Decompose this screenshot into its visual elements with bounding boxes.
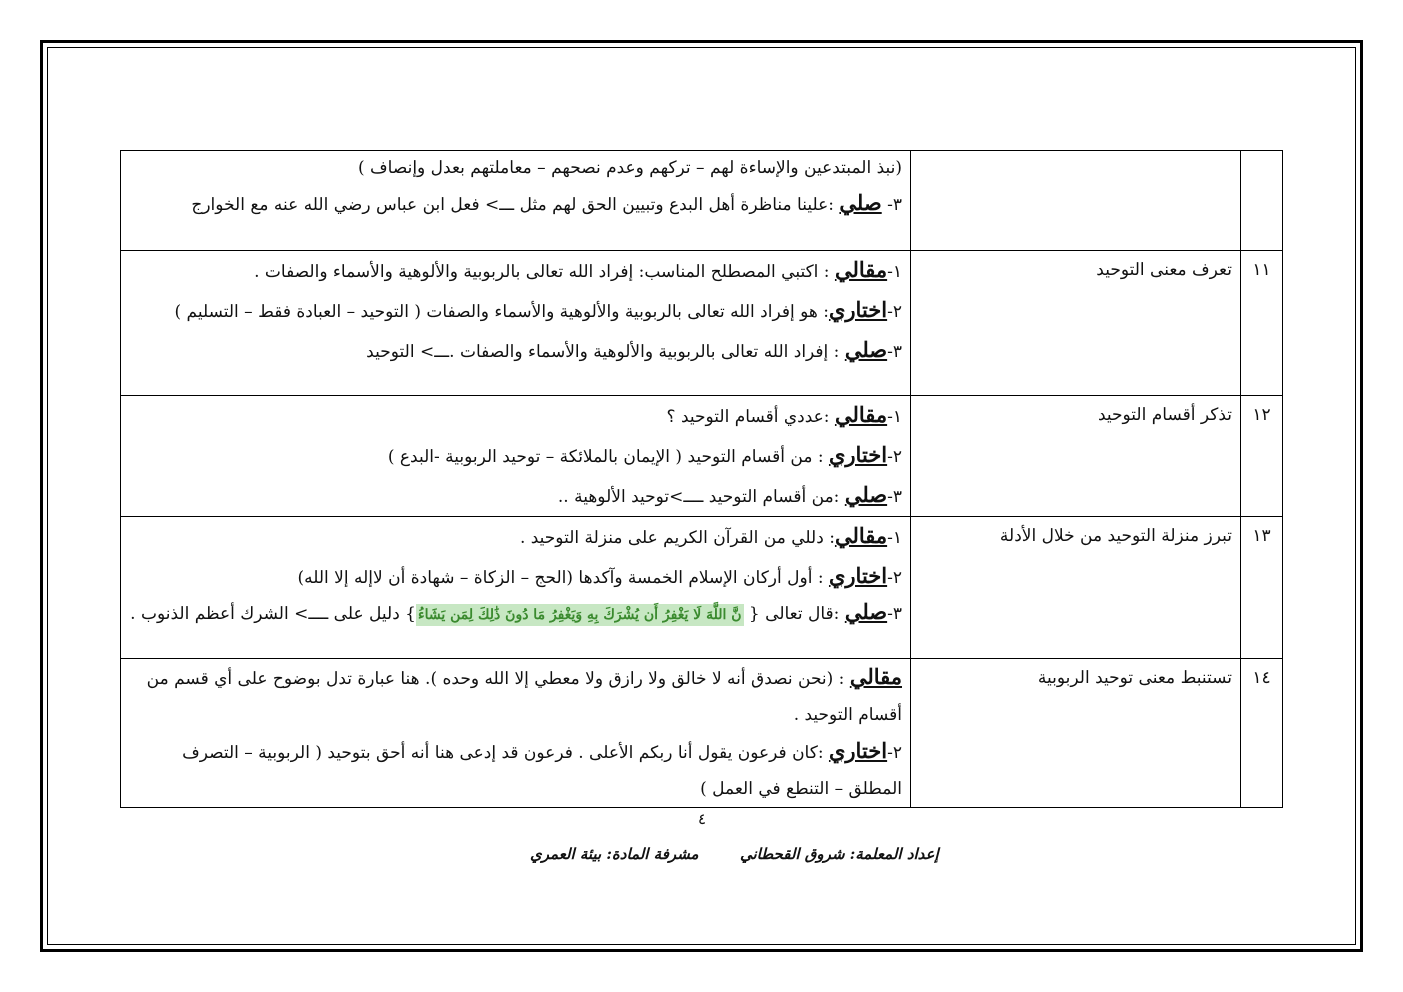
row-number: ١١: [1241, 251, 1283, 396]
assessment-table: [120, 150, 1283, 808]
questions-cell: [121, 659, 911, 808]
question-type-keyword: مقالي: [834, 257, 888, 282]
question-type-keyword: صلي: [844, 482, 888, 507]
question-type-keyword: اختاري: [828, 297, 888, 322]
objective-cell: [911, 151, 1241, 251]
quran-verse: نَّ اللَّهَ لَا يَغْفِرُ أَن يُشْرَكَ بِهِ وَيَغْفِرُ مَا دُونَ ذَٰلِكَ لِمَن يَشَاءُ: [416, 604, 744, 626]
objective-cell: تبرز منزلة التوحيد من خلال الأدلة: [911, 517, 1241, 659]
row-number: [1241, 151, 1283, 251]
questions-cell: [121, 396, 911, 517]
question-line: ٣-صلي : إفراد الله تعالى بالربوبية والألوهية والأسماء والصفات .ـــ> التوحيد: [366, 337, 902, 362]
objective-cell: تستنبط معنى توحيد الربوبية: [911, 659, 1241, 808]
questions-cell: [121, 151, 911, 251]
question-line: ٢-اختاري : أول أركان الإسلام الخمسة وآكدها (الحج – الزكاة – شهادة أن لاإله إلا الله): [297, 563, 902, 588]
question-line: (نبذ المبتدعين والإساءة لهم – تركهم وعدم نصحهم – معاملتهم بعدل وإنصاف ): [358, 158, 902, 178]
questions-cell: [121, 251, 911, 396]
row-number: ١٣: [1241, 517, 1283, 659]
questions-cell: [121, 517, 911, 659]
question-type-keyword: صلي: [839, 190, 882, 215]
question-type-keyword: مقالي: [834, 402, 888, 427]
table-row: [121, 151, 1283, 251]
supervisor-signature: مشرفة المادة: بيئة العمري: [530, 845, 699, 863]
table-row: [121, 659, 1283, 808]
row-number: ١٢: [1241, 396, 1283, 517]
table-row: [121, 396, 1283, 517]
question-line: ١-مقالي :عددي أقسام التوحيد ؟: [666, 402, 902, 427]
question-type-keyword: اختاري: [828, 738, 888, 763]
question-type-keyword: اختاري: [828, 563, 888, 588]
question-type-keyword: اختاري: [828, 442, 888, 467]
question-type-keyword: مقالي: [849, 664, 902, 689]
question-line: ٢-اختاري : من أقسام التوحيد ( الإيمان بالملائكة – توحيد الربوبية -البدع ): [387, 442, 902, 467]
question-line: ١-مقالي: دللي من القرآن الكريم على منزلة التوحيد .: [519, 523, 902, 548]
teacher-signature: إعداد المعلمة: شروق القحطاني: [740, 845, 939, 863]
question-type-keyword: صلي: [844, 599, 888, 624]
table-row: [121, 251, 1283, 396]
question-line: ٢-اختاري :كان فرعون يقول أنا ربكم الأعلى . فرعون قد إدعى هنا أنه أحق بتوحيد ( الربوبية – التصرف المطلق – التنطع في العمل ): [182, 738, 902, 799]
question-line: ١-مقالي : اكتبي المصطلح المناسب: إفراد الله تعالى بالربوبية والألوهية والأسماء والصفات .: [254, 257, 902, 282]
question-line: ٣- صلي :علينا مناظرة أهل البدع وتبيين الحق لهم مثل ـــ> فعل ابن عباس رضي الله عنه مع الخوارج: [191, 190, 902, 215]
objective-cell: تذكر أقسام التوحيد: [911, 396, 1241, 517]
question-line: ٣-صلي :قال تعالى { نَّ اللَّهَ لَا يَغْفِرُ أَن يُشْرَكَ بِهِ وَيَغْفِرُ مَا دُونَ ذَٰلِكَ لِمَن يَشَاءُ} دليل على ــــ> الشرك أعظم الذنوب .: [130, 599, 902, 624]
table-row: [121, 517, 1283, 659]
objective-cell: تعرف معنى التوحيد: [911, 251, 1241, 396]
question-type-keyword: صلي: [844, 337, 888, 362]
question-line: مقالي : (نحن نصدق أنه لا خالق ولا رازق ولا معطي إلا الله وحده ). هنا عبارة تدل بوضوح على أي قسم من أقسام التوحيد .: [146, 664, 902, 725]
question-line: ٢-اختاري: هو إفراد الله تعالى بالربوبية والألوهية والأسماء والصفات ( التوحيد – العبادة فقط – التسليم ): [174, 297, 902, 322]
question-type-keyword: مقالي: [834, 523, 888, 548]
row-number: ١٤: [1241, 659, 1283, 808]
question-line: ٣-صلي :من أقسام التوحيد ــــ>توحيد الألوهية ..: [557, 482, 902, 507]
page-number: ٤: [697, 810, 707, 828]
